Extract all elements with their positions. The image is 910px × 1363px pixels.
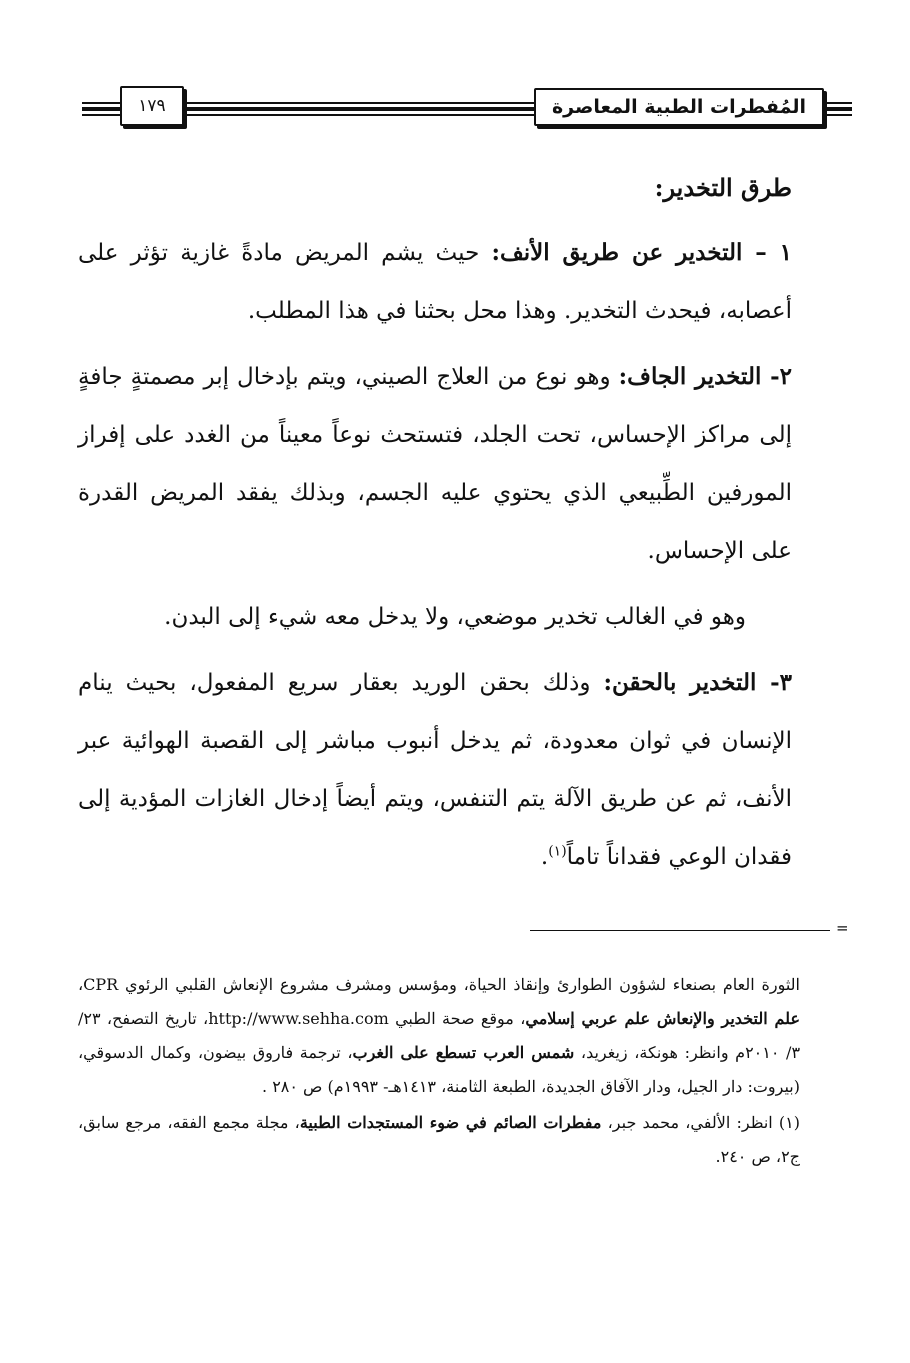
footnotes xyxy=(78,968,800,1174)
paragraph-item-2 xyxy=(78,348,792,580)
footnote-text: ، تاريخ التصفح، ٢٣/ ٣/ ٢٠١٠م وانظر: هونكة، زيغريد، xyxy=(78,1009,801,1062)
item-3-lead: ٣- التخدير بالحقن: xyxy=(603,669,793,696)
footnote-text: ، ترجمة فاروق بيضون، وكمال الدسوقي، (بيروت: دار الجيل، ودار الآفاق الجديدة، الطبعة الثامنة، ١٤١٣هـ- ١٩٩٣م) ص ٢٨٠ . xyxy=(78,1043,800,1096)
footnote-text: الثورة العام بصنعاء لشؤون الطوارئ وإنقاذ الحياة، ومؤسس ومشرف مشروع الإنعاش القلبي الرئوي CPR، xyxy=(78,975,801,994)
paragraph-item-2-note: وهو في الغالب تخدير موضعي، ولا يدخل معه شيء إلى البدن. xyxy=(164,604,746,630)
item-2-lead: ٢- التخدير الجاف: xyxy=(618,363,793,390)
item-3-end: . xyxy=(540,844,549,870)
paragraph-item-3 xyxy=(78,654,792,886)
footnote-continuation-mark: = xyxy=(836,919,849,937)
footnote-source-title: شمس العرب تسطع على الغرب xyxy=(352,1043,575,1062)
main-text xyxy=(78,160,792,886)
footnote-source-title: مفطرات الصائم في ضوء المستجدات الطبية xyxy=(299,1113,602,1132)
footnote-reference[interactable]: (١) xyxy=(548,843,567,860)
book-title: المُفطرات الطبية المعاصرة xyxy=(534,88,824,126)
item-1-text: حيث يشم المريض مادةً غازية تؤثر على أعصابه، فيحدث التخدير. وهذا محل بحثنا في هذا المطلب. xyxy=(78,240,792,324)
footnote-text: ، مجلة مجمع الفقه، مرجع سابق، ج٢، ص ٢٤٠. xyxy=(78,1113,800,1166)
footnote-text: (١) انظر: الألفي، محمد جبر، xyxy=(601,1113,801,1132)
item-1-lead: ١ – التخدير عن طريق الأنف: xyxy=(491,239,792,266)
footnote-1 xyxy=(78,1106,800,1174)
footnote-url-link[interactable]: http://www.sehha.com xyxy=(208,1009,389,1028)
item-3-text: وذلك بحقن الوريد بعقار سريع المفعول، بحيث ينام الإنسان في ثوان معدودة، ثم يدخل أنبوب مباشر إلى القصبة الهوائية عبر الأنف، ثم عن طريق الآلة يتم التنفس، ويتم أيضاً إدخال الغازات المؤدية إلى فقدان الوعي فقداناً تاماً xyxy=(78,670,792,870)
section-heading: طرق التخدير: xyxy=(654,173,792,202)
footnote-continued xyxy=(78,968,800,1104)
footnote-source-title: علم التخدير والإنعاش علم عربي إسلامي xyxy=(525,1009,801,1028)
running-header xyxy=(82,88,852,126)
page-number: ١٧٩ xyxy=(120,86,184,126)
footnote-separator xyxy=(530,930,830,931)
item-2-text: وهو نوع من العلاج الصيني، ويتم بإدخال إبر مصمتةٍ جافةٍ إلى مراكز الإحساس، تحت الجلد، فتستحث نوعاً معيناً من الغدد على إفراز المورفين الطِّبيعي الذي يحتوي عليه الجسم، وبذلك يفقد المريض القدرة على الإحساس. xyxy=(78,364,792,564)
paragraph-item-1 xyxy=(78,224,792,340)
footnote-text: ، موقع صحة الطبي xyxy=(388,1009,526,1028)
